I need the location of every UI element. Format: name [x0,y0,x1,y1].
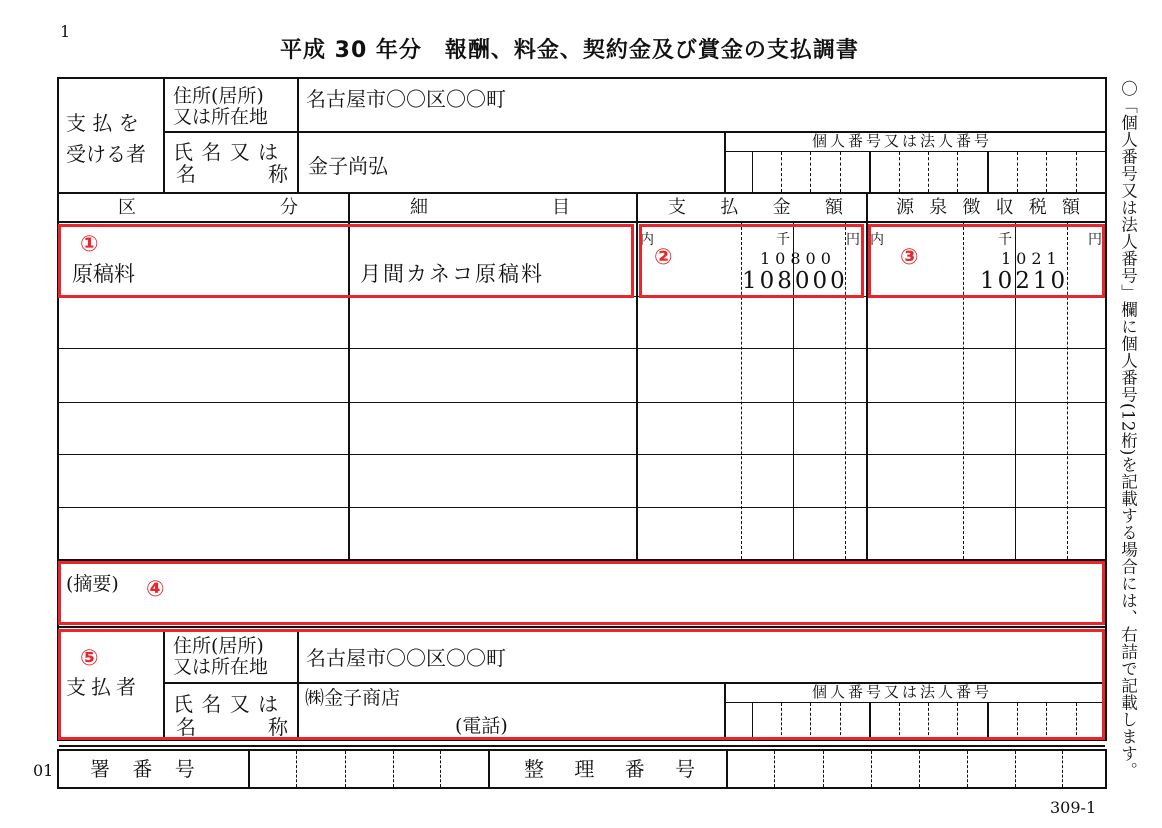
recipient-name: 金子尚弘 [308,154,388,178]
footer-prefix: 01 [33,761,54,780]
payer-phone-label: (電話) [455,715,508,737]
row1-detail: 月間カネコ原稿料 [360,262,544,286]
row1-withholding-amount: 10210 [980,268,1069,294]
payer-id-label: 個人番号又は法人番号 [812,683,993,701]
recipient-id-label: 個人番号又は法人番号 [812,132,993,150]
annotation-number-5: ⑤ [80,646,99,671]
payer-name-label-1: 氏 名 又 は [173,692,280,716]
recipient-label-line1: 支 払 を [66,111,139,135]
header-withholding: 源 泉 徴 収 税 額 [896,197,1080,218]
annotation-number-1: ① [80,232,99,257]
row1-withholding-inner-value: 1021 [1001,249,1062,268]
row1-payment-amount: 108000 [742,268,848,294]
payer-name-label-2a: 名 [176,715,196,739]
recipient-address: 名古屋市〇〇区〇〇町 [306,87,506,111]
recipient-name-label-2a: 名 [176,162,196,186]
payer-name-label-2b: 称 [268,715,288,739]
annotation-box-4 [58,561,1105,625]
header-category: 区 分 [118,197,298,218]
row1-withholding-thousand: 千 [998,232,1012,248]
reference-number-label: 整 理 番 号 [524,757,708,781]
recipient-name-label-2b: 称 [268,162,288,186]
summary-label: (摘要) [66,573,119,595]
row1-withholding-yen: 円 [1088,232,1102,248]
row1-payment-inner-label: 内 [640,232,654,248]
annotation-number-2: ② [654,245,673,270]
payer-address: 名古屋市〇〇区〇〇町 [306,646,506,670]
row1-payment-yen: 円 [846,232,860,248]
row1-payment-thousand: 千 [776,232,790,248]
form-title: 平成 30 年分 報酬、料金、契約金及び賞金の支払調書 [280,38,859,63]
side-note: 〇「個人番号又は法人番号」欄に個人番号(12桁)を記載する場合には、右詰で記載します。 [1118,80,1138,779]
header-payment: 支 払 金 額 [668,197,843,218]
payer-address-label-2: 又は所在地 [173,656,269,678]
payer-label: 支払者 [66,675,141,699]
header-detail: 細 目 [410,197,570,218]
payer-name: ㈱金子商店 [305,687,401,709]
row1-payment-inner-value: 10800 [760,249,836,268]
form-code: 309-1 [1050,798,1097,817]
row1-category: 原稿料 [72,262,135,286]
annotation-number-4: ④ [146,577,165,602]
recipient-address-label-2: 又は所在地 [173,106,269,128]
payer-address-label-1: 住所(居所) [173,635,264,657]
annotation-box-2 [639,224,864,298]
recipient-label-line2: 受ける者 [66,142,146,166]
office-number-label: 署 番 号 [90,757,203,781]
annotation-number-3: ③ [900,245,919,270]
recipient-address-label-1: 住所(居所) [173,85,264,107]
row1-withholding-inner-label: 内 [870,232,884,248]
annotation-box-1 [58,224,634,298]
recipient-name-label-1: 氏 名 又 は [173,140,280,164]
annotation-box-5 [58,629,1105,740]
page-number: 1 [60,22,71,41]
